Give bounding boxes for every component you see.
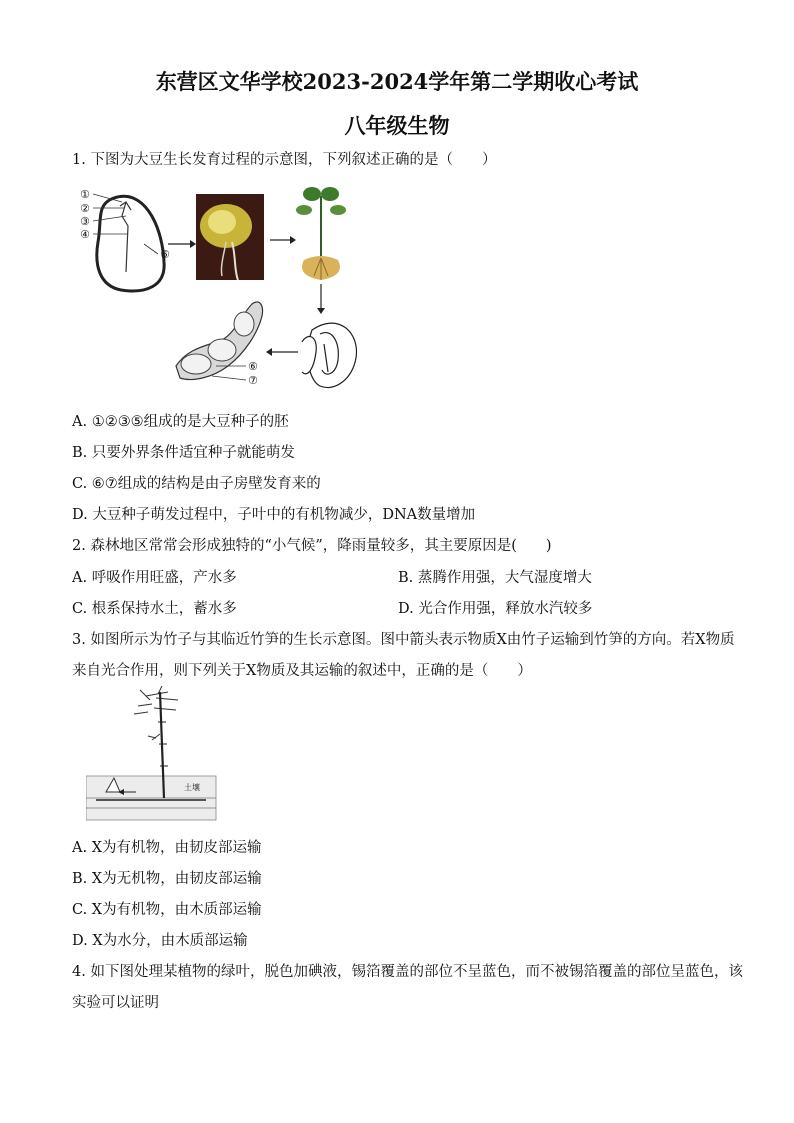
seed-outline <box>97 196 164 291</box>
label-5: ⑤ <box>160 248 170 261</box>
label-7: ⑦ <box>248 374 258 387</box>
q3-option-d: D. X为水分，由木质部运输 <box>72 933 248 949</box>
q4-stem-line2: 实验可以证明 <box>72 995 159 1011</box>
flower-section-drawing <box>302 323 356 387</box>
bamboo-figure <box>86 686 218 822</box>
exam-title: 东营区文华学校2023-2024学年第二学期收心考试 <box>155 69 639 94</box>
q2-option-c: C. 根系保持水土，蓄水多 <box>72 601 237 617</box>
q3-option-b: B. X为无机物，由韧皮部运输 <box>72 871 262 887</box>
q2-stem: 2. 森林地区常常会形成独特的“小气候”，降雨量较多，其主要原因是( ) <box>72 538 552 554</box>
label-1: ① <box>80 188 90 201</box>
soil-label: 土壤 <box>184 783 200 792</box>
q1-stem: 1. 下图为大豆生长发育过程的示意图，下列叙述正确的是（ ） <box>72 152 497 168</box>
q3-stem-line1: 3. 如图所示为竹子与其临近竹笋的生长示意图。图中箭头表示物质X由竹子运输到竹笋的方向。若X物质 <box>72 632 735 648</box>
q1-option-c: C. ⑥⑦组成的结构是由子房壁发育来的 <box>72 476 321 492</box>
label-6: ⑥ <box>248 360 258 373</box>
q3-stem-line2: 来自光合作用，则下列关于X物质及其运输的叙述中，正确的是（ ） <box>72 663 532 679</box>
q3-option-a: A. X为有机物，由韧皮部运输 <box>72 840 262 856</box>
label-4: ④ <box>80 228 90 241</box>
q4-stem-line1: 4. 如下图处理某植物的绿叶，脱色加碘液，锡箔覆盖的部位不呈蓝色，而不被锡箔覆盖的部位呈蓝色，该 <box>72 964 743 980</box>
label-3: ③ <box>80 215 90 228</box>
soybean-growth-figure <box>76 182 366 398</box>
q3-option-c: C. X为有机物，由木质部运输 <box>72 902 262 918</box>
q1-option-d: D. 大豆种子萌发过程中，子叶中的有机物减少，DNA数量增加 <box>72 507 476 523</box>
q2-option-d: D. 光合作用强，释放水汽较多 <box>398 601 593 617</box>
q2-option-a: A. 呼吸作用旺盛，产水多 <box>72 570 237 586</box>
q1-option-b: B. 只要外界条件适宜种子就能萌发 <box>72 445 295 461</box>
label-2: ② <box>80 202 90 215</box>
q1-option-a: A. ①②③⑤组成的是大豆种子的胚 <box>72 414 289 430</box>
q2-option-b: B. 蒸腾作用强，大气湿度增大 <box>398 570 592 586</box>
seedling-drawing <box>296 187 346 280</box>
exam-subtitle: 八年级生物 <box>344 113 450 138</box>
bamboo-crown <box>134 686 178 714</box>
